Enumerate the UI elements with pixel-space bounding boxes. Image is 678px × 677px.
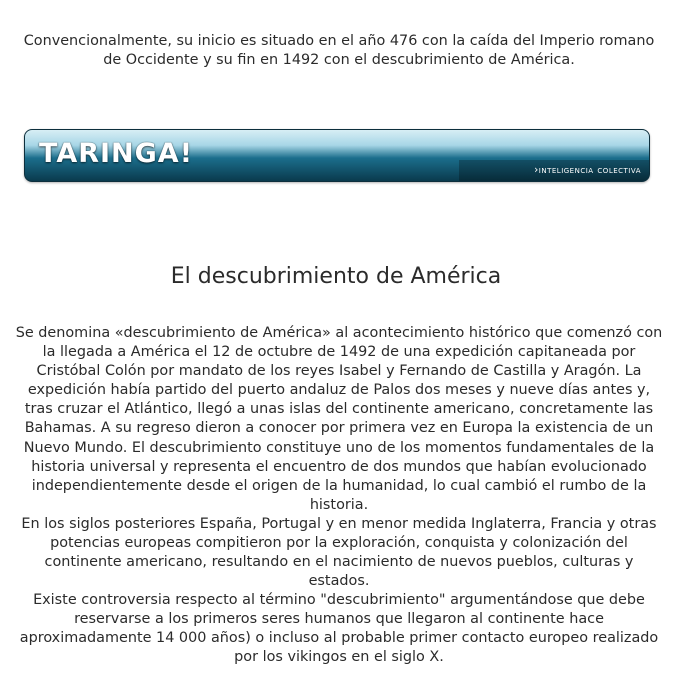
article-title: El descubrimiento de América	[170, 264, 502, 289]
banner-tagline: ›inteligencia colectiva	[534, 164, 641, 176]
article-paragraph-3: Existe controversia respecto al término "descubrimiento" argumentándose que debe reservarse a los primeros seres humanos que llegaron al continente hace aproximadamente 14 000 años) o incluso al probable primer contacto europeo realizado por los vikingos en el siglo X.	[19, 592, 659, 666]
taringa-banner[interactable]	[24, 129, 650, 182]
intro-text: Convencionalmente, su inicio es situado en el año 476 con la caída del Imperio romano de Occidente y su fin en 1492 con el descubrimiento de América.	[23, 33, 655, 69]
article-paragraph-2: En los siglos posteriores España, Portugal y en menor medida Inglaterra, Francia y otras potencias europeas compitieron por la exploración, conquista y colonización del continente americano, resultando en el nacimiento de nuevos pueblos, culturas y estados.	[21, 516, 657, 590]
article-paragraph-1: Se denomina «descubrimiento de América» al acontecimiento histórico que comenzó con la llegada a América el 12 de octubre de 1492 de una expedición capitaneada por Cristóbal Colón por mandato de los reyes Isabel y Fernando de Castilla y Aragón. La expedición había partido del puerto andaluz de Palos dos meses y nueve días antes y, tras cruzar el Atlántico, llegó a unas islas del continente americano, concretamente las Bahamas. A su regreso dieron a conocer por primera vez en Europa la existencia de un Nuevo Mundo. El descubrimiento constituye uno de los momentos fundamentales de la historia universal y representa el encuentro de dos mundos que habían evolucionado independientemente desde el origen de la humanidad, lo cual cambió el rumbo de la historia.	[15, 325, 663, 513]
taringa-logo: TARINGA!	[39, 138, 194, 169]
